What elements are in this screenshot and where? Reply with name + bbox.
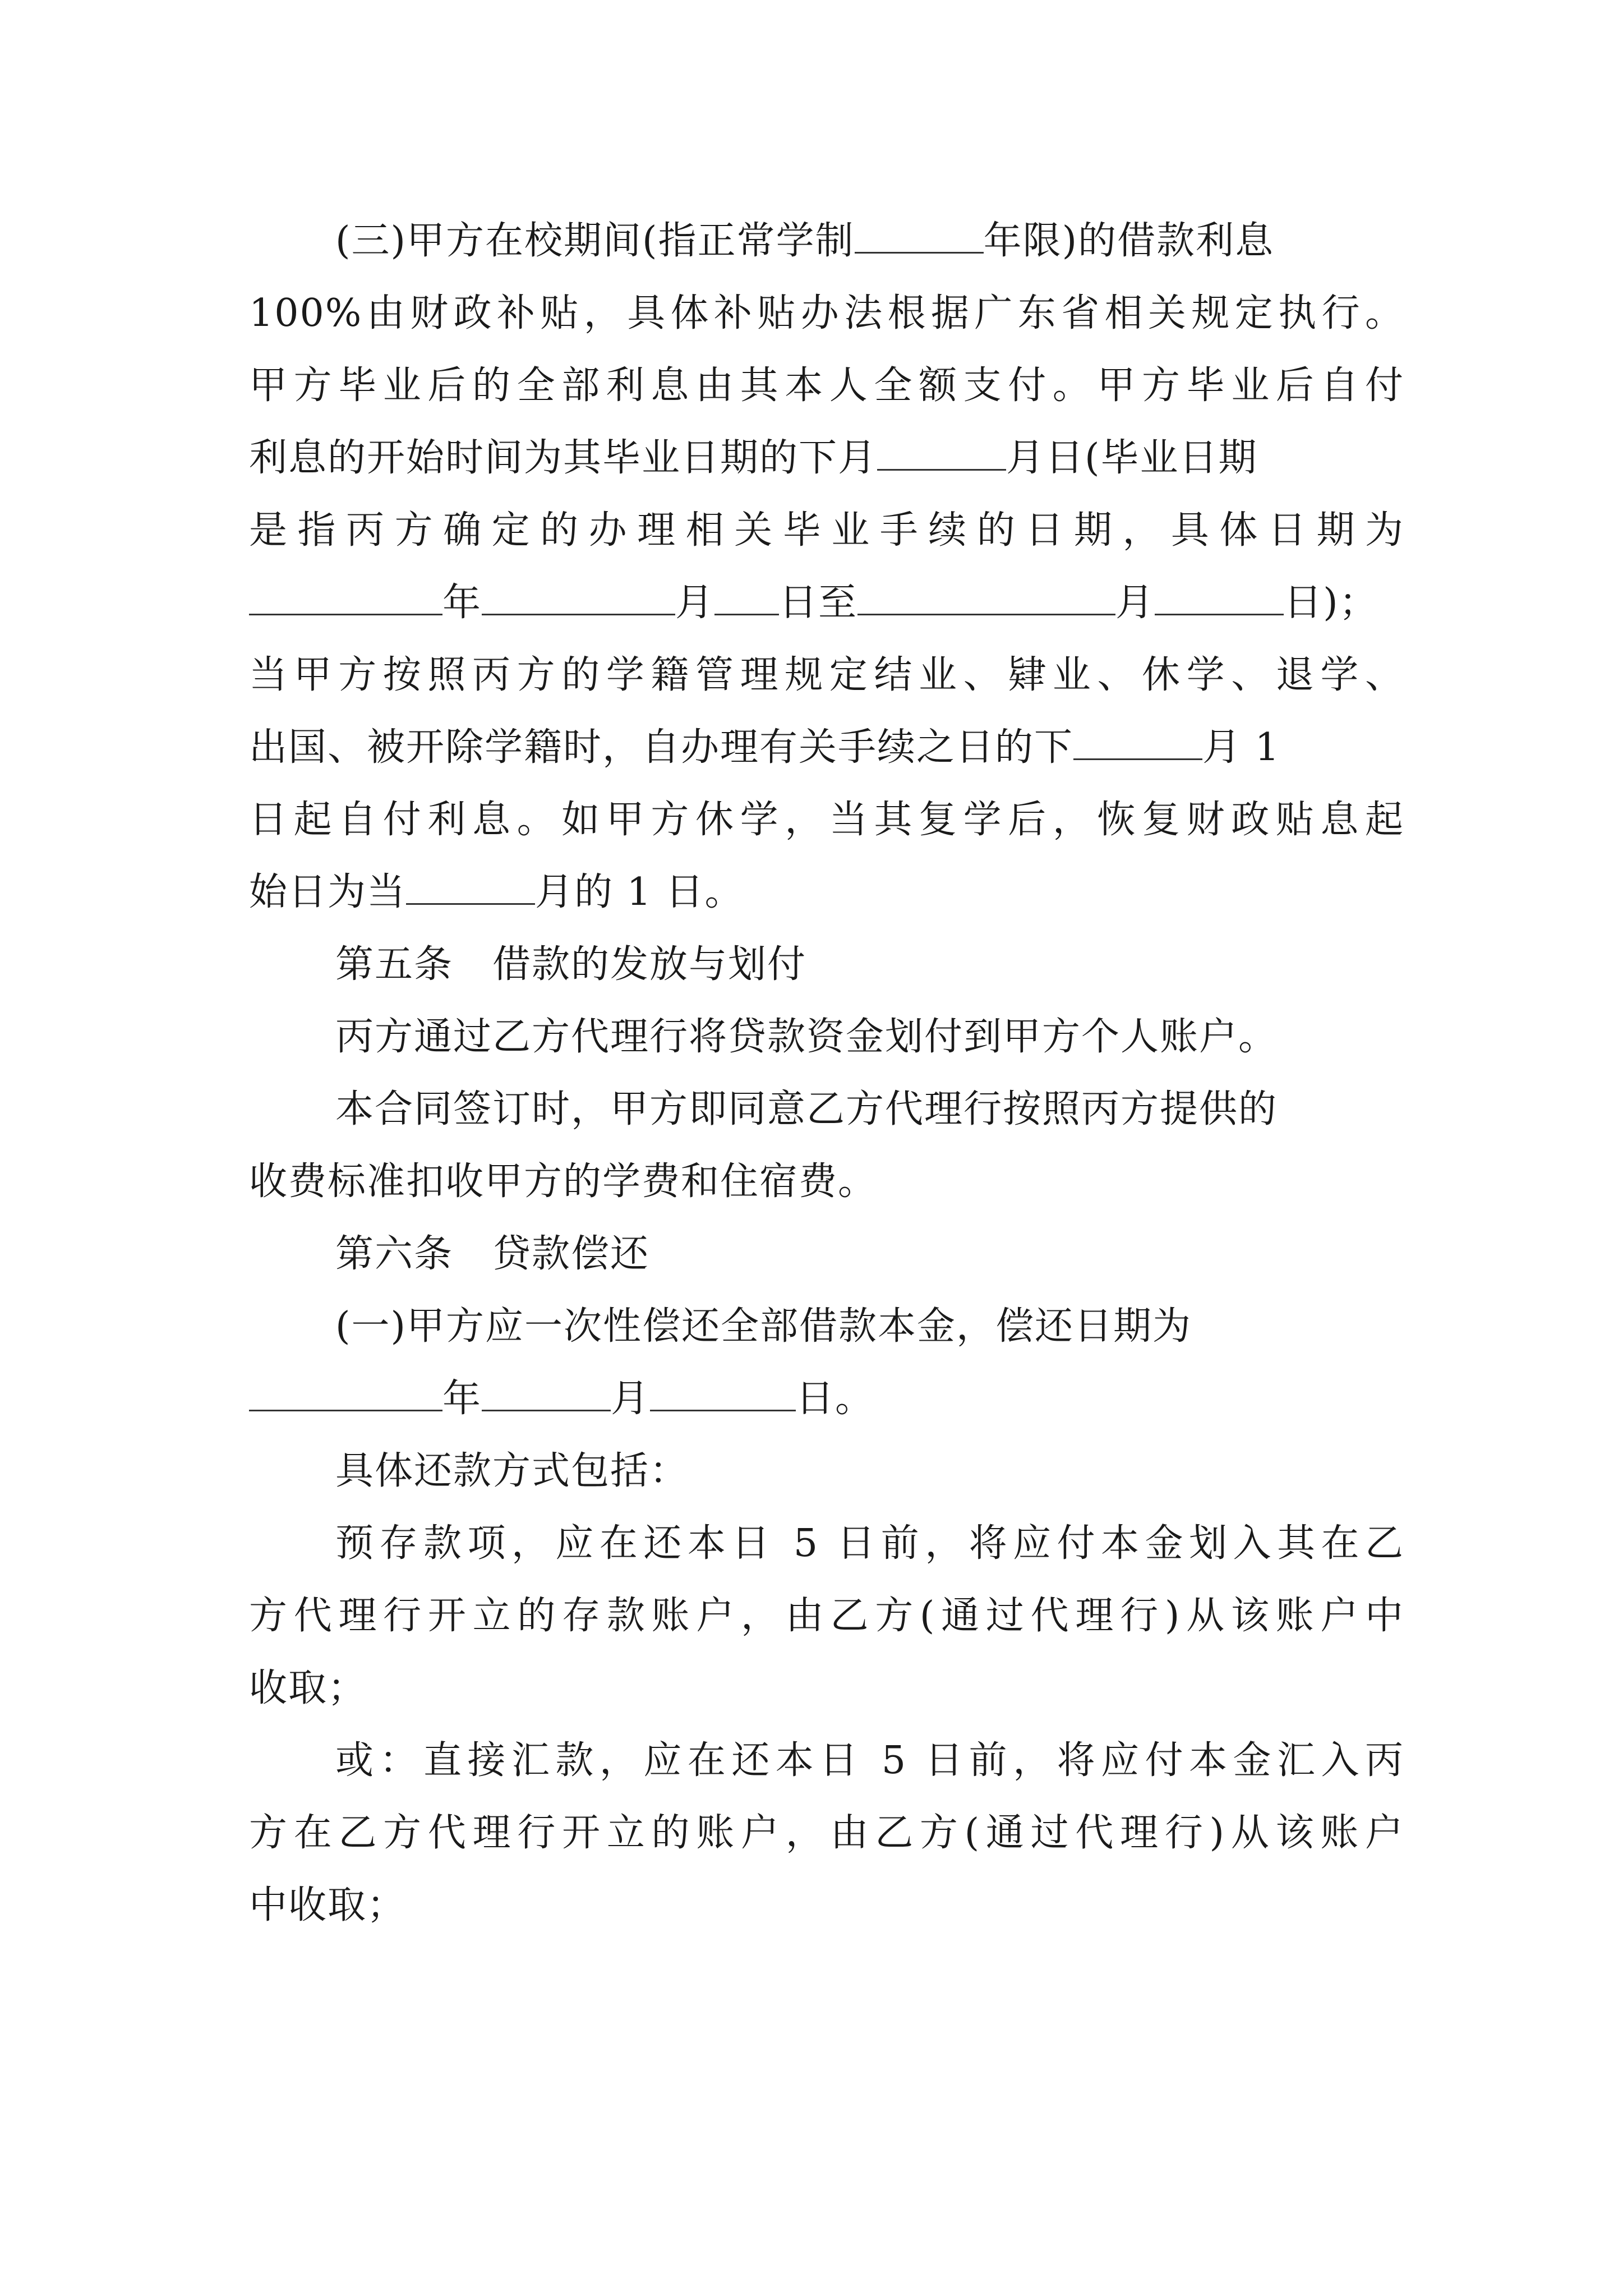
- text-run: 月: [675, 581, 715, 625]
- paragraph-line: [249, 1368, 1404, 1430]
- text-run: 年限)的借款利息: [983, 219, 1275, 263]
- text-run: 日。: [796, 1377, 875, 1421]
- paragraph-line: 预存款项，应在还本日 5 日前，将应付本金划入其在乙: [335, 1521, 1404, 1566]
- paragraph-line: (一)甲方应一次性偿还全部借款本金，偿还日期为: [335, 1304, 1192, 1349]
- fill-blank: [482, 580, 675, 615]
- text-run: (三)甲方在校期间(指正常学制: [335, 219, 855, 263]
- text-run: 年: [442, 581, 482, 625]
- fill-blank: [249, 580, 442, 615]
- article-heading: 第六条 贷款偿还: [335, 1232, 650, 1276]
- text-run: 利息的开始时间为其毕业日期的下月: [249, 436, 878, 480]
- paragraph-line: 当甲方按照丙方的学籍管理规定结业、肄业、休学、退学、: [249, 653, 1404, 697]
- text-run: 始日为当: [249, 870, 407, 914]
- text-run: 月的 1 日。: [535, 870, 744, 914]
- fill-blank: [249, 1376, 442, 1411]
- paragraph-line: 或：直接汇款，应在还本日 5 日前，将应付本金汇入丙: [335, 1738, 1404, 1783]
- paragraph-line: 收费标准扣收甲方的学费和住宿费。: [249, 1159, 878, 1204]
- text-run: 月日(毕业日期: [1006, 436, 1258, 480]
- paragraph-line: 丙方通过乙方代理行将贷款资金划付到甲方个人账户。: [335, 1015, 1278, 1059]
- text-run: 日)；: [1284, 581, 1378, 625]
- text-run: 月: [1115, 581, 1155, 625]
- paragraph-line: [249, 862, 1404, 923]
- paragraph-line: 日起自付利息。如甲方休学，当其复学后，恢复财政贴息起: [249, 798, 1404, 842]
- paragraph-line: 方代理行开立的存款账户，由乙方(通过代理行)从该账户中: [249, 1594, 1404, 1638]
- paragraph-line: [335, 210, 1404, 272]
- paragraph-line: [249, 572, 1404, 634]
- text-run: 日至: [779, 581, 858, 625]
- paragraph-line: 100%由财政补贴，具体补贴办法根据广东省相关规定执行。: [249, 291, 1404, 335]
- fill-blank: [406, 869, 535, 905]
- fill-blank: [1073, 725, 1202, 760]
- paragraph-line: [249, 427, 1404, 489]
- text-run: 月: [611, 1377, 651, 1421]
- paragraph-line: 中收取；: [249, 1883, 407, 1927]
- paragraph-line: [249, 717, 1404, 779]
- paragraph-line: 具体还款方式包括：: [335, 1449, 689, 1493]
- fill-blank: [1155, 580, 1284, 615]
- article-heading: 第五条 借款的发放与划付: [335, 942, 807, 987]
- paragraph-line: 是指丙方确定的办理相关毕业手续的日期，具体日期为: [249, 508, 1404, 553]
- fill-blank: [855, 218, 984, 254]
- fill-blank: [650, 1376, 796, 1411]
- paragraph-line: 本合同签订时，甲方即同意乙方代理行按照丙方提供的: [335, 1087, 1278, 1131]
- fill-blank: [857, 580, 1115, 615]
- text-run: 出国、被开除学籍时，自办理有关手续之日的下: [249, 725, 1074, 770]
- paragraph-line: 收取；: [249, 1666, 367, 1710]
- paragraph-line: 方在乙方代理行开立的账户，由乙方(通过代理行)从该账户: [249, 1811, 1404, 1855]
- fill-blank: [714, 580, 779, 615]
- text-run: 月 1: [1202, 725, 1280, 770]
- text-run: 年: [442, 1377, 482, 1421]
- fill-blank: [877, 435, 1006, 471]
- paragraph-line: 甲方毕业后的全部利息由其本人全额支付。甲方毕业后自付: [249, 364, 1404, 408]
- fill-blank: [482, 1376, 611, 1411]
